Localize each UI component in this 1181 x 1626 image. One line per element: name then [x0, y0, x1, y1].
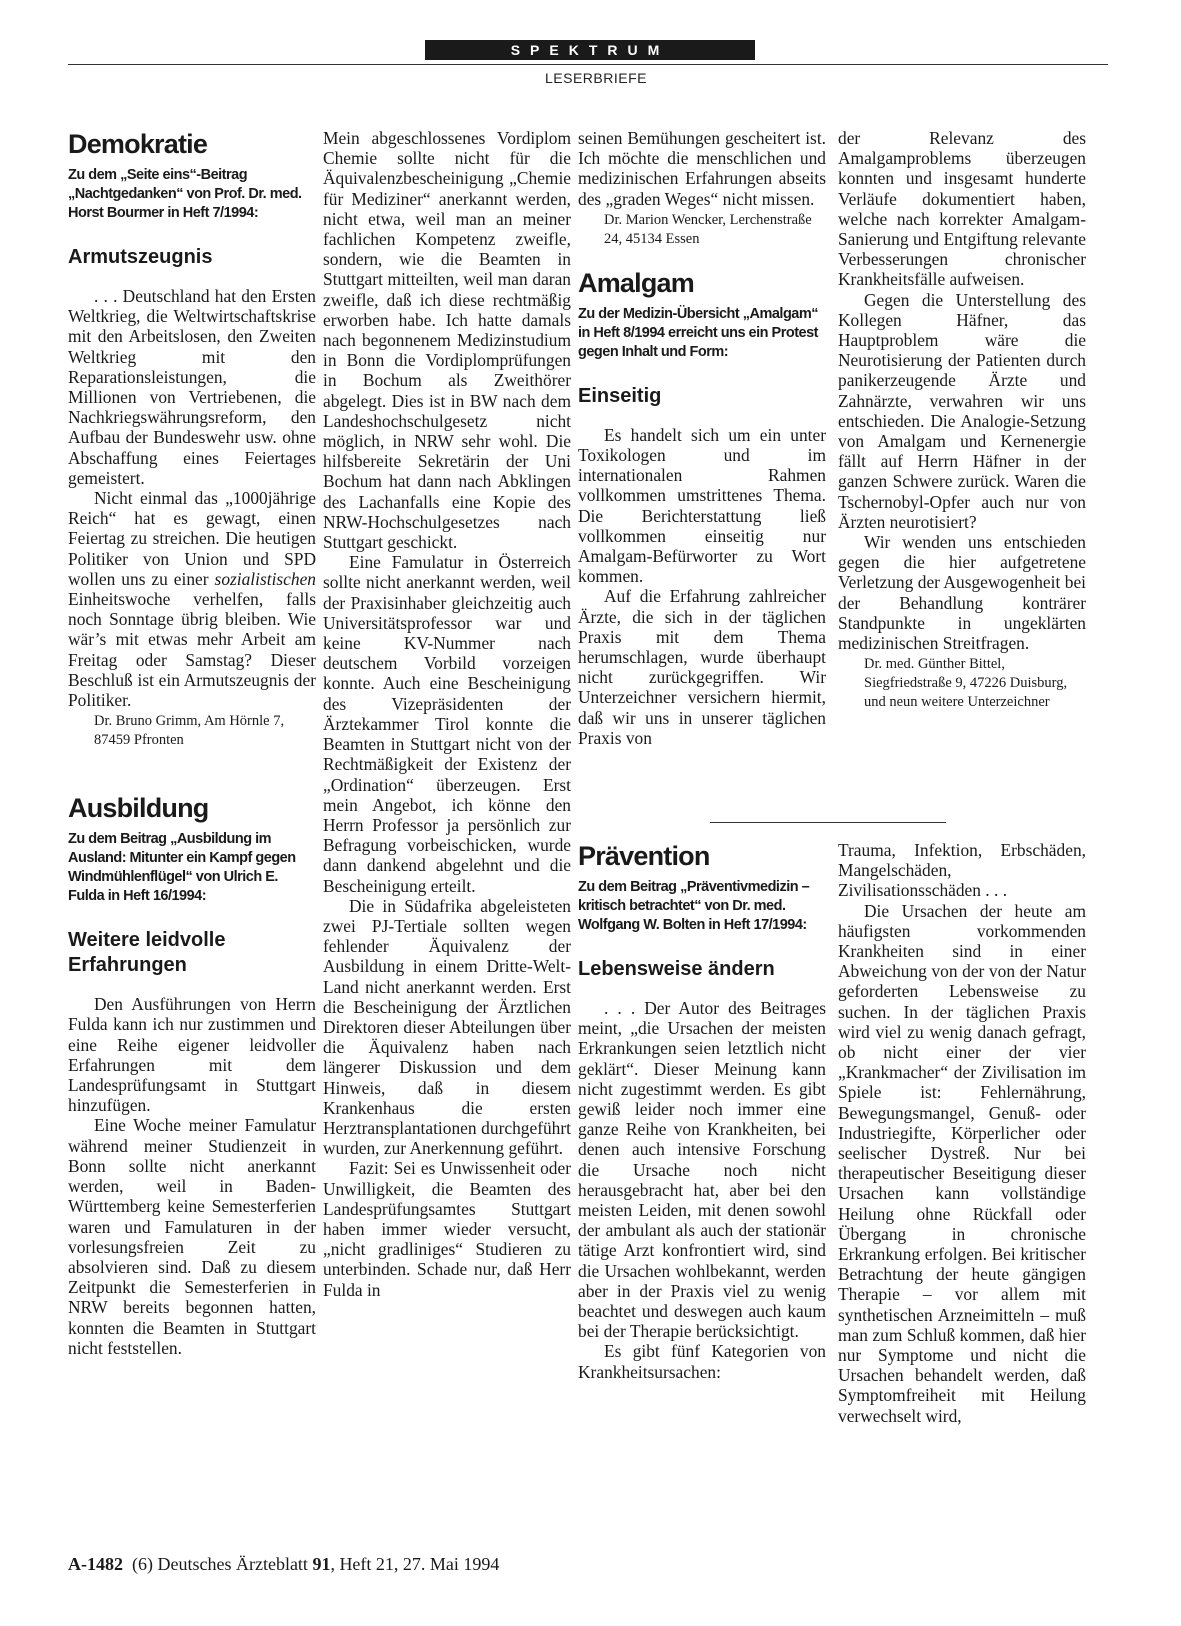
paragraph: Fazit: Sei es Unwissenheit oder Unwilligkeit, die Beamten des Landesprüfungsamtes Stuttgart haben immer wieder versucht, „nicht gradliniges“ Studieren zu unterbinden. Schade nur, daß Herr Fulda in: [323, 1158, 571, 1300]
article-title-praevention: Prävention: [578, 841, 710, 871]
letter-body-erfahrungen: [68, 994, 316, 1358]
section-divider: [710, 822, 946, 823]
article-intro-demokratie: Zu dem „Seite eins“-Beitrag „Nachtgedanken“ von Prof. Dr. med. Horst Bourmer in Heft 7/1994:: [68, 167, 302, 221]
paragraph: Den Ausführungen von Herrn Fulda kann ich nur zustimmen und eine Reihe eigener leidvoller Erfahrungen mit dem Landesprüfungsamt in Stuttgart hinzufügen.: [68, 994, 316, 1116]
letter-signature: Dr. Bruno Grimm, Am Hörnle 7, 87459 Pfronten: [94, 713, 285, 749]
article-intro-amalgam: Zu der Medizin-Übersicht „Amalgam“ in Heft 8/1994 erreicht uns ein Protest gegen Inhalt und Form:: [578, 305, 819, 360]
paragraph: Nicht einmal das „1000jährige Reich“ hat es gewagt, einen Feiertag zu streichen. Die heutigen Politiker von Union und SPD wollen uns zu einer sozialistischen Einheitswoche verhelfen, falls noch Sonntage übrig bleiben. Wie wär’s mit etwas mehr Arbeit am Freitag oder Samstag? Dieser Beschluß ist ein Armutszeugnis der Politiker.: [68, 488, 316, 711]
header-rule: [68, 64, 1108, 65]
page-number: A-1482: [68, 1554, 123, 1574]
paragraph: Eine Famulatur in Österreich sollte nicht anerkannt werden, weil der Praxisinhaber gleichzeitig auch Universitätsprofessor war und keine KV-Nummer nach deutschem Vorbild vorzeigen konnte. Auch eine Bescheinigung des Vizepräsidenten der Ärztekammer Tirol konnte die Beamten in Stuttgart nicht von der Rechtmäßigkeit der Existenz der „Ordination“ überzeugen. Erst mein Angebot, ich könne den Herrn Professor ja persönlich zur Befragung vorbeischicken, wurde dann dankend abgelehnt und die Bescheinigung erteilt.: [323, 552, 571, 896]
paragraph: Es gibt fünf Kategorien von Krankheitsursachen:: [578, 1341, 826, 1382]
paragraph: Auf die Erfahrung zahlreicher Ärzte, die sich in der täglichen Praxis mit dem Thema herumschlagen, wurde überhaupt nicht zurückgegriffen. Wir Unterzeichner versichern hiermit, daß wir uns in unserer täglichen Praxis von: [578, 586, 826, 748]
journal-name: (6) Deutsches Ärzteblatt: [132, 1554, 313, 1574]
article-title-demokratie: Demokratie: [68, 129, 208, 159]
letter-title-lebensweise: Lebensweise ändern: [578, 958, 775, 980]
paragraph: Die Ursachen der heute am häufigsten vorkommenden Krankheiten sind in einer Abweichung von der von der Natur geforderten Lebensweise zu suchen. In der täglichen Praxis wird viel zu wenig danach gefragt, ob nicht einer der vier „Krankmacher“ der Zivilisation im Spiele ist: Fehlernährung, Bewegungsmangel, Genuß- oder Industriegifte, Körperlicher oder seelischer Dystreß. Nur bei therapeutischer Beseitigung dieser Ursachen kann vollständige Heilung ohne Rückfall oder Übergang in chronische Erkrankung erfolgen. Bei kritischer Betrachtung der heute gängigen Therapie – vor allem mit synthetischen Arzneimitteln – muß man zum Schluß kommen, daß hier nur Symptome und nicht die Ursachen behandelt werden, daß Symptomfreiheit mit Heilung verwechselt wird,: [838, 900, 1086, 1426]
paragraph: . . . Der Autor des Beitrages meint, „die Ursachen der meisten Erkrankungen seien letztlich nicht geklärt“. Dieser Meinung kann nicht zugestimmt werden. Es gibt gewiß leider noch immer eine ganze Reihe von Krankheiten, bei denen auch intensive Forschung die Ursache noch nicht herausgebracht hat, aber bei den meisten Leiden, mit denen sowohl der ambulant als auch der stationär tätige Arzt konfrontiert wird, sind die Ursachen wohlbekannt, werden aber in der Praxis viel zu wenig beachtet und deswegen auch kaum bei der Therapie berücksichtigt.: [578, 998, 826, 1342]
letter-body-armutszeugnis: [68, 286, 316, 710]
paragraph: Trauma, Infektion, Erbschäden, Mangelschäden, Zivilisationsschäden . . .: [838, 840, 1086, 901]
section-subtitle: LESERBRIEFE: [545, 70, 647, 86]
issue-info: , Heft 21, 27. Mai 1994: [330, 1554, 500, 1574]
paragraph: Wir wenden uns entschieden gegen die hier aufgetretene Verletzung der Ausgewogenheit bei der Behandlung konträrer Standpunkte in ungeklärten medizinischen Streitfragen.: [838, 532, 1086, 654]
letter-signature: Dr. med. Günther Bittel, Siegfriedstraße 9, 47226 Duisburg, und neun weitere Unterzeichner: [864, 656, 1068, 711]
letter-body-lebensweise: [578, 998, 826, 1382]
column-2: [323, 128, 571, 1300]
letter-signature: Dr. Marion Wencker, Lerchenstraße 24, 45134 Essen: [604, 211, 812, 247]
article-intro-praevention: Zu dem Beitrag „Präventivmedizin – kritisch betrachtet“ von Dr. med. Wolfgang W. Bolten in Heft 17/1994:: [578, 879, 810, 933]
paragraph: Die in Südafrika abgeleisteten zwei PJ-Tertiale sollten wegen fehlender Äquivalenz der Ausbildung in einem Dritte-Welt-Land nicht anerkannt werden. Erst die Bescheinigung der Ärztlichen Direktoren dieser Abteilungen über die Äquivalenz haben nach längerer Diskussion und dem Hinweis, daß in diesem Krankenhaus die ersten Herztransplantationen durchgeführt wurden, zur Anerkennung geführt.: [323, 895, 571, 1159]
column-3-lower: [578, 840, 826, 1382]
paragraph: . . . Deutschland hat den Ersten Weltkrieg, die Weltwirtschaftskrise mit den Arbeitslosen, den Zweiten Weltkrieg mit den Reparationsleistungen, die Millionen von Vertriebenen, die Nachkriegswährungsreform, den Aufbau der Bundeswehr usw. ohne Abschaffung eines Feiertages gemeistert.: [68, 286, 316, 488]
paragraph: der Relevanz des Amalgamproblems überzeugen konnten und insgesamt hunderte Verläufe dokumentiert haben, welche nach korrekter Amalgam-Sanierung und Entgiftung relevante Verbesserungen chronischer Krankheitsfälle aufweisen.: [838, 128, 1086, 290]
article-intro-ausbildung: Zu dem Beitrag „Ausbildung im Ausland: Mitunter ein Kampf gegen Windmühlenflügel“ von Ulrich E. Fulda in Heft 16/1994:: [68, 831, 296, 905]
article-title-amalgam: Amalgam: [578, 267, 694, 298]
paragraph: Eine Woche meiner Famulatur während meiner Studienzeit in Bonn sollte nicht anerkannt werden, weil in Baden-Württemberg keine Semesterferien waren und Famulaturen in der vorlesungsfreien Zeit zu absolvieren sind. Daß zu diesem Zeitpunkt die Semesterferien in NRW bereits begonnen hatten, konnten die Beamten in Stuttgart nicht feststellen.: [68, 1115, 316, 1358]
column-4: [838, 128, 1086, 712]
letter-title-einseitig: Einseitig: [578, 384, 662, 407]
letter-title-armutszeugnis: Armutszeugnis: [68, 246, 213, 268]
column-3: [578, 128, 826, 748]
paragraph: Es handelt sich um ein unter Toxikologen und im internationalen Rahmen vollkommen umstrittenes Thema. Die Berichterstattung ließ vollkommen einseitig nur Amalgam-Befürworter zu Wort kommen.: [578, 424, 826, 587]
paragraph: Gegen die Unterstellung des Kollegen Häfner, das Hauptproblem wäre die Neurotisierung der Patienten durch panikerzeugende Ärzte und Zahnärzte, verwahren wir uns entschieden. Die Analogie-Setzung von Amalgam und Kernenergie fällt auf Herrn Häfner in der ganzen Schwere zurück. Waren die Tschernobyl-Opfer auch nur von Ärzten neurotisiert?: [838, 289, 1086, 532]
page-footer: [68, 1554, 499, 1575]
letter-title-erfahrungen: Weitere leidvolle Erfahrungen: [68, 929, 226, 977]
volume-number: 91: [312, 1554, 331, 1574]
paragraph: seinen Bemühungen gescheitert ist. Ich möchte die menschlichen und medizinischen Erfahrungen abseits des „graden Weges“ nicht missen.: [578, 128, 826, 209]
section-banner: SPEKTRUM: [425, 40, 755, 60]
column-4-lower: [838, 840, 1086, 1426]
paragraph: Mein abgeschlossenes Vordiplom Chemie sollte nicht für die Äquivalenzbescheinigung „Chemie für Mediziner“ anerkannt werden, nicht etwa, weil man an meiner fachlichen Kompetenz zweifle, sondern, wie die Beamten in Stuttgart mitteilten, weil man daran zweifle, daß ich diese rechtmäßig erworben habe. Ich hatte damals nach begonnenem Medizinstudium in Bonn die Vordiplomprüfungen in Bochum als Zweithörer abgelegt. Dies ist in BW nach dem Landeshochschulgesetz nicht möglich, in NRW sehr wohl. Die hilfsbereite Sekretärin der Uni Bochum hat dann nach Abklingen des Lachanfalls eine Kopie des NRW-Hochschulgesetzes nach Stuttgart geschickt.: [323, 128, 571, 553]
letter-body-einseitig: [578, 425, 826, 748]
article-title-ausbildung: Ausbildung: [68, 793, 209, 824]
column-1: [68, 128, 316, 1358]
